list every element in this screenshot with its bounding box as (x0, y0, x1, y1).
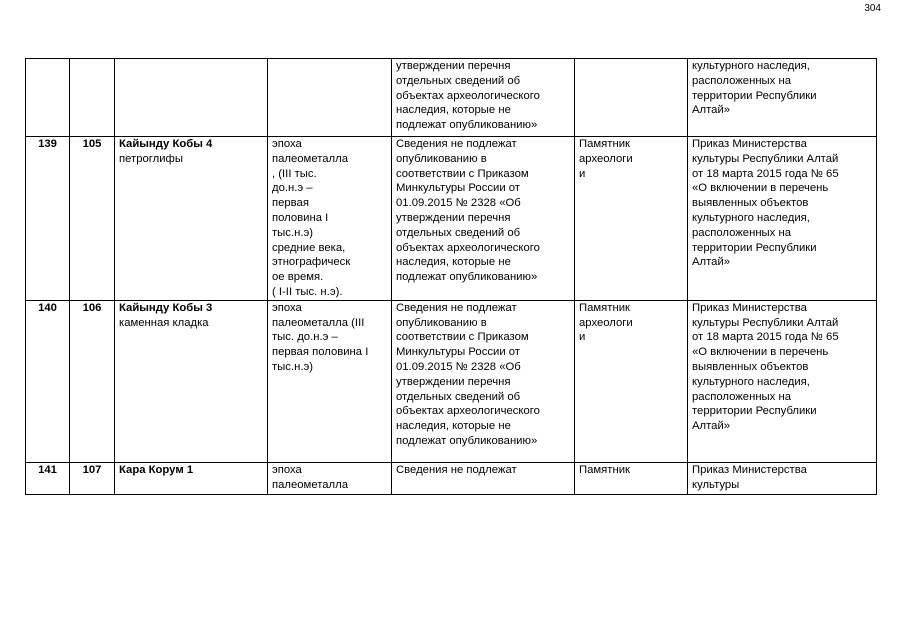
object-name-cell (115, 300, 268, 462)
dating-cell: эпоха палеометалла (III тыс. до.н.э – первая половина I тыс.н.э) (268, 300, 392, 462)
object-name: Кара Корум 1 (119, 463, 194, 476)
table-row (26, 300, 877, 462)
object-type: каменная кладка (119, 316, 209, 329)
info-cell: утверждении перечня отдельных сведений об объектах археологического наследия, которые не подлежат опубликованию» (392, 59, 575, 137)
category-cell: Памятник археологи и (575, 300, 688, 462)
info-cell: Сведения не подлежат опубликованию в соответствии с Приказом Минкультуры России от 01.09.2015 № 2328 «Об утверждении перечня отдельных сведений об объектах археологического наследия, которые не подлежат опубликованию» (392, 137, 575, 301)
table-row (26, 462, 877, 494)
document-cell: Приказ Министерства культуры Республики Алтай от 18 марта 2015 года № 65 «О включении в перечень выявленных объектов культурного наследия, расположенных на территории Республики Алтай» (688, 137, 877, 301)
document-cell: Приказ Министерства культуры (688, 462, 877, 494)
table-row (26, 59, 877, 137)
dating-cell (268, 59, 392, 137)
object-name: Кайынду Кобы 3 (119, 301, 213, 314)
object-name-cell (115, 462, 268, 494)
object-name-cell (115, 59, 268, 137)
object-name: Кайынду Кобы 4 (119, 138, 213, 150)
info-cell: Сведения не подлежат опубликованию в соответствии с Приказом Минкультуры России от 01.09.2015 № 2328 «Об утверждении перечня отдельных сведений об объектах археологического наследия, которые не подлежат опубликованию» (392, 300, 575, 462)
registry-number: 107 (70, 462, 115, 494)
object-type: петроглифы (119, 152, 183, 165)
registry-number: 106 (70, 300, 115, 462)
heritage-registry-table (25, 58, 877, 495)
registry-number (70, 59, 115, 137)
dating-cell: эпоха палеометалла , (III тыс. до.н.э – первая половина I тыс.н.э) средние века, этнографическ ое время. ( I-II тыс. н.э). (268, 137, 392, 301)
document-cell: Приказ Министерства культуры Республики Алтай от 18 марта 2015 года № 65 «О включении в перечень выявленных объектов культурного наследия, расположенных на территории Республики Алтай» (688, 300, 877, 462)
document-cell: культурного наследия, расположенных на территории Республики Алтай» (688, 59, 877, 137)
row-number: 139 (26, 137, 70, 301)
info-cell: Сведения не подлежат (392, 462, 575, 494)
row-number: 141 (26, 462, 70, 494)
table-row (26, 137, 877, 301)
category-cell (575, 59, 688, 137)
registry-number: 105 (70, 137, 115, 301)
row-number (26, 59, 70, 137)
category-cell: Памятник археологи и (575, 137, 688, 301)
page-number: 304 (864, 3, 881, 14)
object-name-cell (115, 137, 268, 301)
category-cell: Памятник (575, 462, 688, 494)
dating-cell: эпоха палеометалла (268, 462, 392, 494)
row-number: 140 (26, 300, 70, 462)
